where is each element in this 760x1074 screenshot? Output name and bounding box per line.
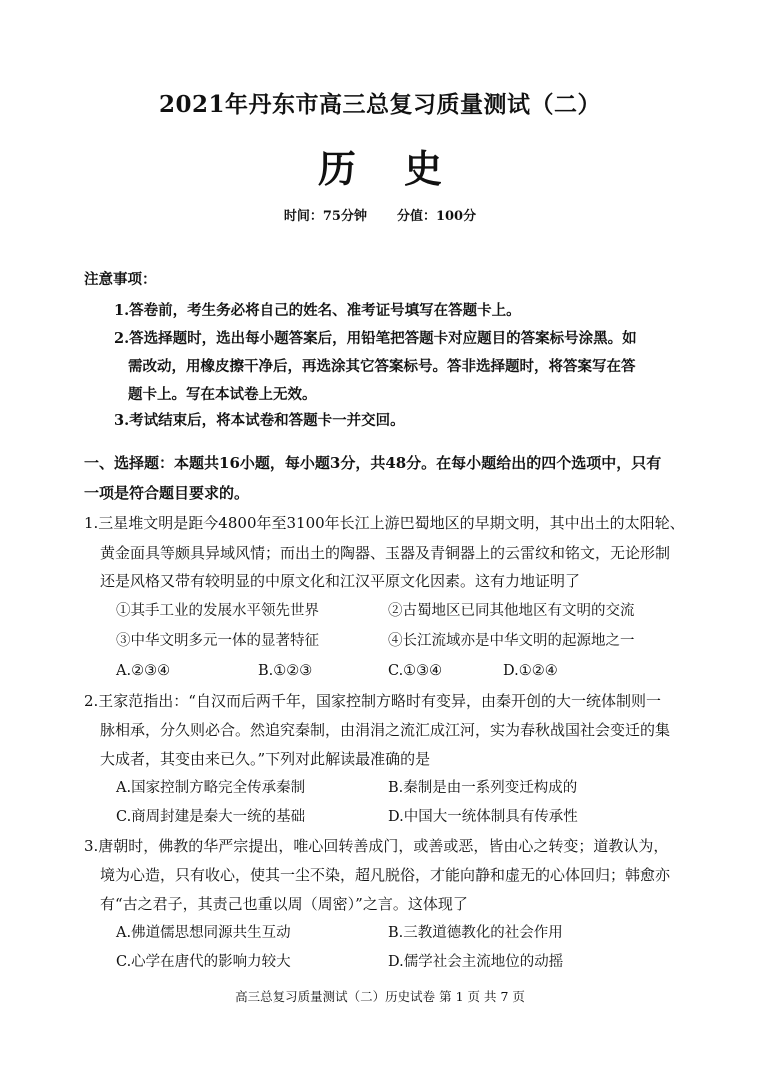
notice-item-1: 1.答卷前，考生务必将自己的姓名、准考证号填写在答题卡上。	[114, 302, 521, 319]
question-1-option-b: B.①②③	[258, 663, 313, 679]
question-1-option-d: D.①②④	[503, 663, 558, 679]
notice-item-2-cont2: 题卡上。写在本试卷上无效。	[128, 386, 317, 403]
question-2-option-c: C.商周封建是秦大一统的基础	[116, 809, 306, 825]
question-2-option-a: A.国家控制方略完全传承秦制	[116, 780, 306, 796]
question-3-line-3: 有“古之君子，其责己也重以周（周密）”之言。这体现了	[100, 895, 468, 913]
exam-meta	[0, 205, 760, 224]
exam-title: 2021年丹东市高三总复习质量测试（二）	[158, 91, 601, 118]
question-2-line-2: 脉相承，分久则必合。然追究秦制，由涓涓之流汇成江河，实为春秋战国社会变迁的集	[100, 721, 671, 739]
question-3-option-d: D.儒学社会主流地位的动摇	[388, 954, 564, 970]
question-2-line-1: 2.王家范指出：“自汉而后两千年，国家控制方略时有变异，由秦开创的大一统体制则一	[84, 692, 661, 710]
question-1-line-2: 黄金面具等颇具异域风情；而出土的陶器、玉器及青铜器上的云雷纹和铭文，无论形制	[100, 544, 671, 562]
exam-time: 时间：75分钟	[283, 209, 367, 224]
subject-char-2: 史	[404, 146, 443, 191]
question-1-statement-4: ④长江流域亦是中华文明的起源地之一	[388, 633, 635, 649]
question-3-option-b: B.三教道德教化的社会作用	[388, 925, 563, 941]
question-2-line-3: 大成者，其变由来已久。”下列对此解读最准确的是	[100, 750, 431, 768]
subject-title	[0, 138, 760, 193]
question-1-option-c: C.①③④	[388, 663, 443, 679]
section-heading: 一、选择题：本题共16小题，每小题3分，共48分。在每小题给出的四个选项中，只有	[84, 454, 662, 472]
question-1-statement-3: ③中华文明多元一体的显著特征	[116, 633, 319, 649]
notice-item-2: 2.答选择题时，选出每小题答案后，用铅笔把答题卡对应题目的答案标号涂黑。如	[114, 330, 637, 347]
question-1-statement-1: ①其手工业的发展水平领先世界	[116, 603, 319, 619]
subject-char-1: 历	[317, 146, 356, 191]
page-footer: 高三总复习质量测试（二）历史试卷 第 1 页 共 7 页	[235, 989, 525, 1004]
question-3-line-2: 境为心造，只有收心，使其一尘不染，超凡脱俗，才能向静和虚无的心体回归；韩愈亦	[100, 866, 671, 884]
section-heading-cont: 一项是符合题目要求的。	[84, 484, 250, 502]
question-1-option-a: A.②③④	[116, 663, 171, 679]
question-3-line-1: 3.唐朝时，佛教的华严宗提出，唯心回转善成门，或善或恶，皆由心之转变；道教认为，	[84, 837, 669, 855]
question-1-line-3: 还是风格又带有较明显的中原文化和江汉平原文化因素。这有力地证明了	[100, 572, 581, 590]
question-3-option-c: C.心学在唐代的影响力较大	[116, 954, 291, 970]
question-2-option-b: B.秦制是由一系列变迁构成的	[388, 780, 578, 796]
notice-item-2-cont: 需改动，用橡皮擦干净后，再选涂其它答案标号。答非选择题时，将答案写在答	[128, 358, 636, 375]
question-1-line-1: 1.三星堆文明是距今4800年至3100年长江上游巴蜀地区的早期文明，其中出土的太阳轮、	[84, 514, 685, 532]
notice-heading: 注意事项：	[84, 271, 157, 288]
notice-item-3: 3.考试结束后，将本试卷和答题卡一并交回。	[114, 412, 405, 429]
question-1-statement-2: ②古蜀地区已同其他地区有文明的交流	[388, 603, 635, 619]
question-2-option-d: D.中国大一统体制具有传承性	[388, 809, 578, 825]
question-3-option-a: A.佛道儒思想同源共生互动	[116, 925, 291, 941]
exam-score: 分值：100分	[396, 209, 477, 224]
